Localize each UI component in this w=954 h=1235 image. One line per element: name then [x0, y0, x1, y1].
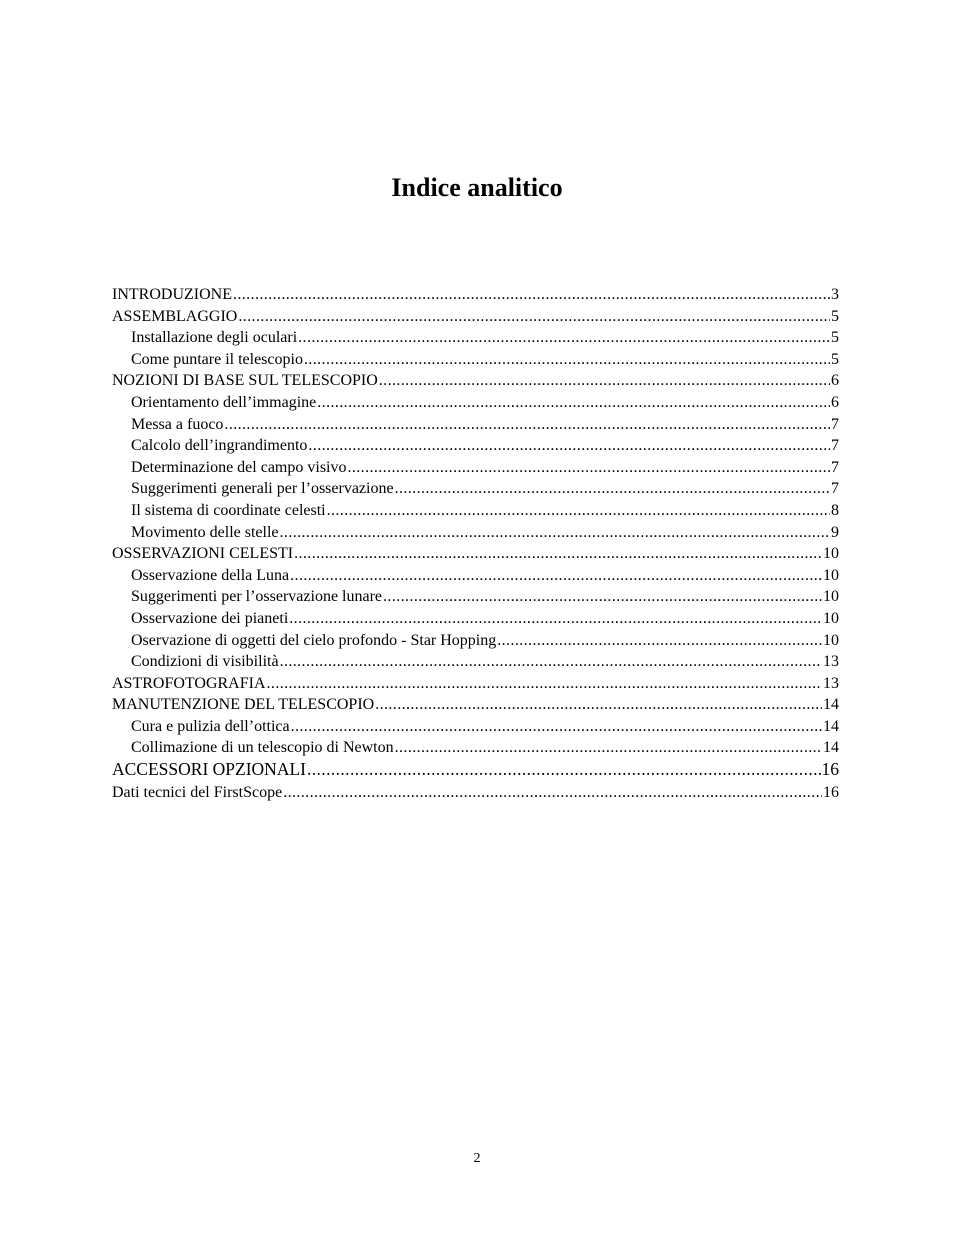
toc-entry-label: Il sistema di coordinate celesti	[131, 501, 326, 519]
dot-leader	[395, 737, 822, 759]
toc-entry[interactable]	[112, 414, 839, 436]
toc-entry[interactable]	[112, 543, 839, 565]
dot-leader	[289, 608, 822, 630]
toc-entry[interactable]	[112, 457, 839, 479]
toc-entry-page: 6	[831, 372, 839, 390]
dot-leader	[294, 543, 822, 565]
toc-entry-label: Movimento delle stelle	[131, 523, 279, 541]
toc-entry[interactable]	[112, 694, 839, 716]
toc-entry-page: 5	[831, 350, 839, 368]
toc-entry-label: Calcolo dell’ingrandimento	[131, 437, 308, 455]
toc-entry-label: Orientamento dell’immagine	[131, 393, 317, 411]
toc-entry-label: ACCESSORI OPZIONALI	[112, 759, 306, 780]
toc-entry-label: OSSERVAZIONI CELESTI	[112, 545, 294, 563]
toc-entry-page: 13	[823, 674, 839, 692]
toc-entry-label: Condizioni di visibilità	[131, 653, 279, 671]
toc-entry[interactable]	[112, 327, 839, 349]
dot-leader	[280, 522, 830, 544]
dot-leader	[308, 435, 830, 457]
toc-entry[interactable]	[112, 370, 839, 392]
toc-entry-page: 7	[831, 437, 839, 455]
toc-entry-page: 5	[831, 329, 839, 347]
toc-entry-page: 8	[831, 501, 839, 519]
dot-leader	[283, 782, 822, 804]
toc-entry-label: Osservazione della Luna	[131, 566, 290, 584]
dot-leader	[347, 457, 830, 479]
toc-entry[interactable]	[112, 673, 839, 695]
toc-entry-page: 14	[823, 739, 839, 757]
dot-leader	[317, 392, 830, 414]
dot-leader	[379, 370, 830, 392]
toc-entry-label: Come puntare il telescopio	[131, 350, 303, 368]
page-number: 2	[473, 1151, 481, 1166]
toc-entry-label: Determinazione del campo visivo	[131, 458, 347, 476]
toc-entry-page: 5	[831, 307, 839, 325]
dot-leader	[395, 478, 830, 500]
toc-entry-page: 7	[831, 480, 839, 498]
toc-entry-label: MANUTENZIONE DEL TELESCOPIO	[112, 696, 375, 714]
toc-entry[interactable]	[112, 651, 839, 673]
toc-entry[interactable]	[112, 630, 839, 652]
toc-entry-label: Suggerimenti per l’osservazione lunare	[131, 588, 383, 606]
toc-entry[interactable]	[112, 478, 839, 500]
toc-entry-label: Cura e pulizia dell’ottica	[131, 717, 290, 735]
toc-entry-page: 10	[823, 588, 839, 606]
toc-entry-page: 14	[823, 696, 839, 714]
toc-entry[interactable]	[112, 284, 839, 306]
dot-leader	[383, 586, 822, 608]
toc-entry[interactable]	[112, 349, 839, 371]
toc-entry[interactable]	[112, 759, 839, 781]
dot-leader	[290, 565, 822, 587]
toc-entry[interactable]	[112, 586, 839, 608]
toc-entry[interactable]	[112, 608, 839, 630]
toc-entry-page: 14	[823, 717, 839, 735]
toc-entry-page: 9	[831, 523, 839, 541]
toc-entry-page: 7	[831, 458, 839, 476]
toc-entry[interactable]	[112, 306, 839, 328]
toc-entry-label: NOZIONI DI BASE SUL TELESCOPIO	[112, 372, 378, 390]
toc-entry-page: 6	[831, 393, 839, 411]
toc-entry[interactable]	[112, 716, 839, 738]
toc-entry-page: 3	[831, 286, 839, 303]
dot-leader	[291, 716, 822, 738]
toc-entry[interactable]	[112, 565, 839, 587]
toc-entry-label: Oservazione di oggetti del cielo profondo - Star Hopping	[131, 631, 497, 649]
dot-leader	[497, 630, 822, 652]
toc-entry-page: 7	[831, 415, 839, 433]
toc-entry-label: INTRODUZIONE	[112, 286, 232, 303]
toc-entry-page: 16	[821, 759, 839, 780]
toc-entry[interactable]	[112, 500, 839, 522]
table-of-contents	[112, 284, 839, 803]
page-title: Indice analitico	[391, 173, 563, 203]
toc-entry-page: 10	[823, 566, 839, 584]
toc-entry-label: Osservazione dei pianeti	[131, 609, 289, 627]
toc-entry[interactable]	[112, 737, 839, 759]
dot-leader	[375, 694, 822, 716]
dot-leader	[280, 651, 822, 673]
dot-leader	[267, 673, 822, 695]
toc-entry[interactable]	[112, 522, 839, 544]
toc-entry[interactable]	[112, 392, 839, 414]
toc-entry-label: Suggerimenti generali per l’osservazione	[131, 480, 394, 498]
toc-entry[interactable]	[112, 435, 839, 457]
dot-leader	[224, 414, 830, 436]
toc-entry[interactable]	[112, 782, 839, 804]
toc-entry-page: 10	[823, 631, 839, 649]
toc-entry-page: 13	[823, 653, 839, 671]
toc-entry-label: ASSEMBLAGGIO	[112, 307, 238, 325]
dot-leader	[233, 284, 830, 306]
toc-entry-page: 10	[823, 609, 839, 627]
toc-entry-page: 10	[823, 545, 839, 563]
toc-entry-label: Installazione degli oculari	[131, 329, 298, 347]
dot-leader	[238, 306, 830, 328]
dot-leader	[327, 500, 830, 522]
toc-entry-page: 16	[823, 783, 839, 801]
toc-entry-label: ASTROFOTOGRAFIA	[112, 674, 266, 692]
toc-entry-label: Collimazione di un telescopio di Newton	[131, 739, 394, 757]
dot-leader	[304, 349, 830, 371]
toc-entry-label: Dati tecnici del FirstScope	[112, 783, 283, 801]
dot-leader	[307, 759, 821, 781]
dot-leader	[298, 327, 830, 349]
toc-entry-label: Messa a fuoco	[131, 415, 224, 433]
